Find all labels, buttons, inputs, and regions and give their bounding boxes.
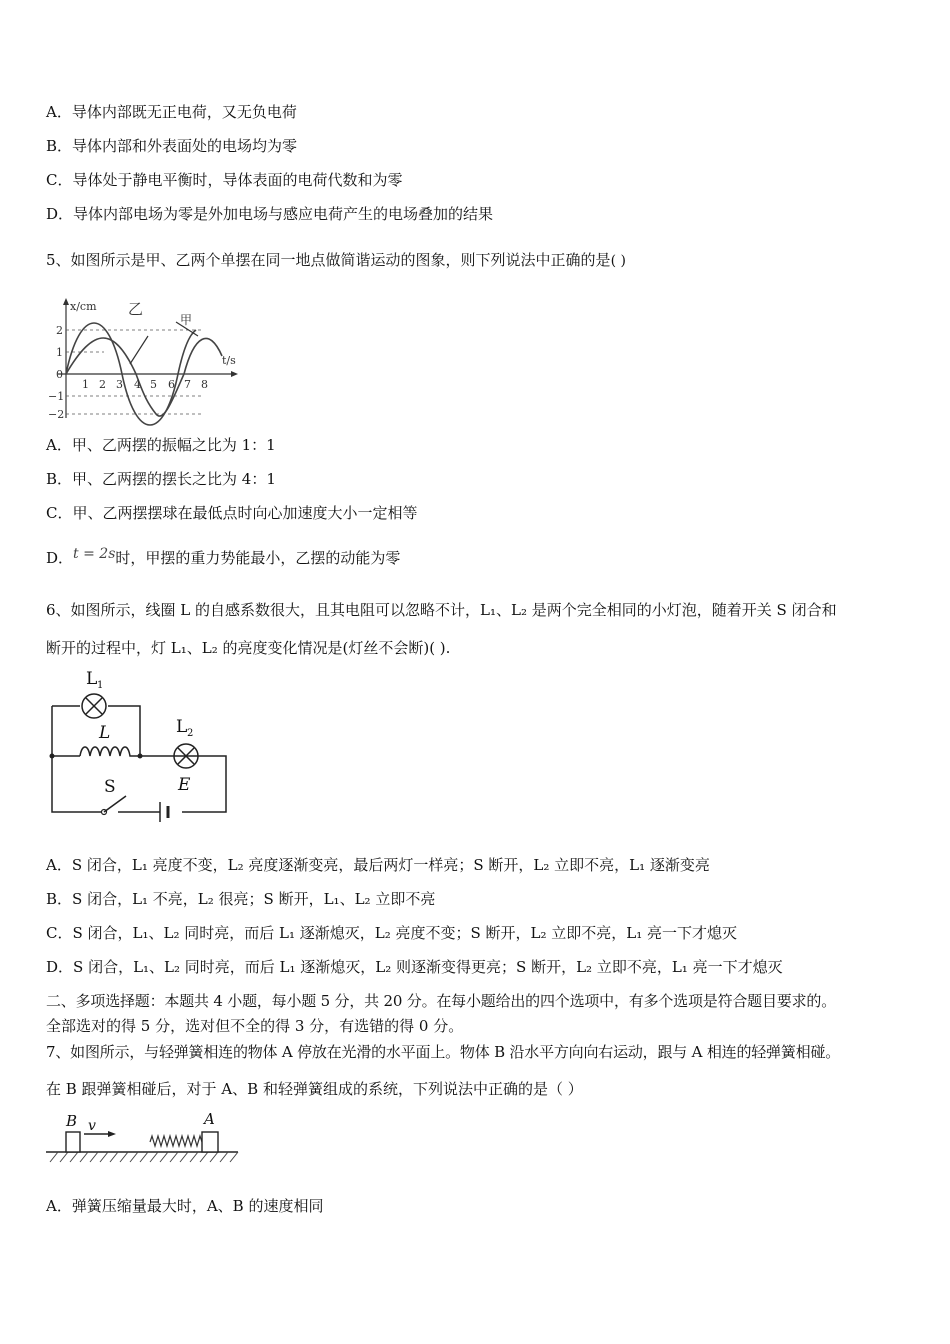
- ytick: 1: [56, 346, 63, 359]
- label-v: v: [88, 1118, 96, 1134]
- q5-option-d: [46, 548, 400, 569]
- ytick: −2: [48, 408, 65, 421]
- q7-spring-figure: [44, 1106, 240, 1168]
- xtick: 2: [99, 378, 106, 391]
- q4-option-a: A．导体内部既无正电荷，又无负电荷: [46, 103, 297, 121]
- label-battery: E: [178, 775, 191, 795]
- q5-option-d-formula: t = 2s: [73, 546, 116, 562]
- xtick: 4: [134, 378, 141, 391]
- q5-stem-text: 5、如图所示是甲、乙两个单摆在同一地点做简谐运动的图象，则下列说法中正确的是: [46, 251, 611, 269]
- q6-circuit-diagram: [44, 664, 234, 816]
- xtick: 5: [150, 378, 157, 391]
- q6-option-b: B．S 闭合，L₁ 不亮，L₂ 很亮；S 断开，L₁、L₂ 立即不亮: [46, 890, 436, 908]
- graph-ylabel: x/cm: [70, 300, 97, 313]
- q6-option-a: A．S 闭合，L₁ 亮度不变，L₂ 亮度逐渐变亮，最后两灯一样亮；S 断开，L₂ 立即不亮，L₁ 逐渐变亮: [46, 856, 710, 874]
- xtick: 3: [116, 378, 123, 391]
- junction-dot: [50, 754, 55, 759]
- ground-hatch: [50, 1152, 238, 1162]
- label-l1-sub: 1: [97, 680, 104, 691]
- label-pointer-yi: [130, 336, 148, 364]
- inductor-coil-icon: [80, 747, 140, 756]
- q5-vibration-graph: [44, 296, 244, 421]
- junction-dot: [138, 754, 143, 759]
- ytick: 2: [56, 324, 63, 337]
- section2-line2: 全部选对的得 5 分，选对但不全的得 3 分，有选错的得 0 分。: [46, 1017, 464, 1035]
- q4-option-b: B．导体内部和外表面处的电场均为零: [46, 137, 298, 155]
- block-a: [202, 1132, 218, 1152]
- q7-stem-line2: 在 B 跟弹簧相碰后，对于 A、B 和轻弹簧组成的系统，下列说法中正确的是（ ）: [46, 1080, 583, 1098]
- q6-option-d: D．S 闭合，L₁、L₂ 同时亮，而后 L₁ 逐渐熄灭，L₂ 则逐渐变得更亮；S 断开，L₂ 立即不亮，L₁ 亮一下才熄灭: [46, 958, 783, 976]
- label-l2: L: [176, 717, 188, 737]
- xtick: 8: [201, 378, 208, 391]
- label-l1: L: [86, 669, 98, 689]
- q6-stem-line1: 6、如图所示，线圈 L 的自感系数很大，且其电阻可以忽略不计，L₁、L₂ 是两个完全相同的小灯泡，随着开关 S 闭合和: [46, 601, 837, 619]
- xtick: 7: [184, 378, 191, 391]
- ytick: −1: [48, 390, 65, 403]
- q5-option-d-prefix: D．: [46, 549, 74, 567]
- label-jia: 甲: [180, 313, 193, 327]
- graph-xlabel: t/s: [222, 354, 236, 367]
- q5-option-c: C．甲、乙两摆摆球在最低点时向心加速度大小一定相等: [46, 504, 418, 522]
- q5-option-b: B．甲、乙两摆的摆长之比为 4：1: [46, 470, 276, 488]
- q5-option-d-text: 时，甲摆的重力势能最小，乙摆的动能为零: [115, 549, 401, 567]
- label-a: A: [204, 1110, 215, 1128]
- label-b: B: [66, 1112, 78, 1130]
- label-inductor: L: [99, 723, 111, 743]
- xtick: 1: [82, 378, 89, 391]
- block-b: [66, 1132, 80, 1152]
- velocity-arrowhead-icon: [108, 1131, 116, 1137]
- q5-option-a: A．甲、乙两摆的振幅之比为 1：1: [46, 436, 276, 454]
- label-yi: 乙: [128, 300, 144, 318]
- q6-stem-line2: 断开的过程中，灯 L₁、L₂ 的亮度变化情况是(灯丝不会断)( ).: [46, 639, 451, 657]
- label-l2-sub: 2: [187, 728, 194, 739]
- q5-stem: [46, 250, 626, 271]
- q7-stem-line1: 7、如图所示，与轻弹簧相连的物体 A 停放在光滑的水平面上。物体 B 沿水平方向向右运动，跟与 A 相连的轻弹簧相碰。: [46, 1043, 841, 1061]
- q4-option-c: C．导体处于静电平衡时，导体表面的电荷代数和为零: [46, 171, 403, 189]
- label-switch: S: [104, 777, 116, 797]
- y-axis-arrow-icon: [63, 298, 69, 305]
- q5-answer-paren: ( ): [610, 253, 626, 269]
- section2-line1: 二、多项选择题：本题共 4 小题，每小题 5 分，共 20 分。在每小题给出的四个选项中，有多个选项是符合题目要求的。: [46, 992, 836, 1010]
- q4-option-d: D．导体内部电场为零是外加电场与感应电荷产生的电场叠加的结果: [46, 205, 494, 223]
- q7-option-a: A．弹簧压缩量最大时，A、B 的速度相同: [46, 1197, 324, 1215]
- xtick: 6: [168, 378, 175, 391]
- spring-icon: [150, 1136, 202, 1146]
- q6-option-c: C．S 闭合，L₁、L₂ 同时亮，而后 L₁ 逐渐熄灭，L₂ 亮度不变；S 断开，L₂ 立即不亮，L₁ 亮一下才熄灭: [46, 924, 738, 942]
- x-axis-arrow-icon: [231, 371, 238, 377]
- ytick: 0: [56, 368, 63, 381]
- curve-jia: [66, 338, 222, 416]
